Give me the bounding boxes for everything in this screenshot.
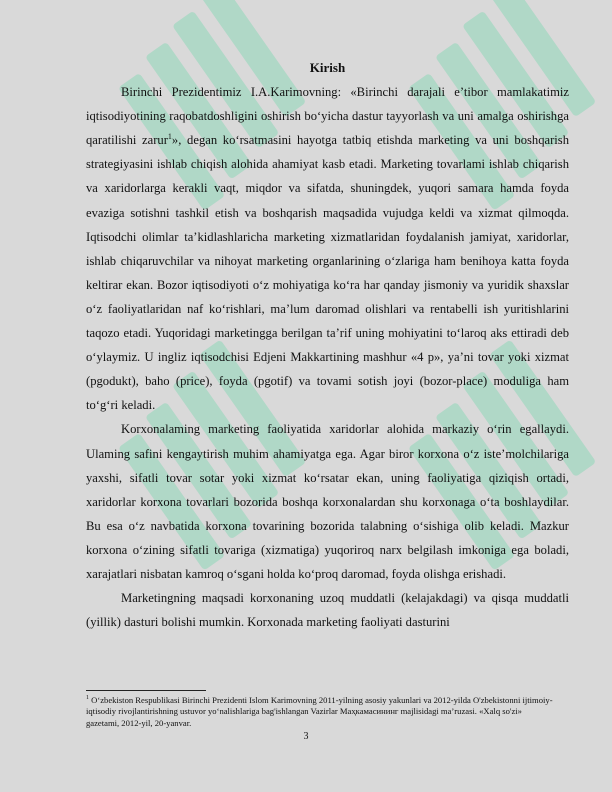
footnote-reference[interactable]: 1	[167, 132, 172, 142]
document-body	[86, 56, 569, 634]
paragraph-text: Birinchi Prezidentimiz I.A.Karimovning: «Birinchi darajali e’tibor mamlakatimiz iqtisodiyotining raqobatdoshligini oshirish bo‘yicha dastur tayyorlash va uni amalga oshirishga qaratilishi zarur	[86, 85, 569, 148]
footnote-text: O‘zbekiston Respublikasi Birinchi Prezidenti Islom Karimovning 2011-yilning asosiy yakunlari va 2012-yilda O'zbekistonni ijtimoiy-iqtisodiy rivojlantirishning ustuvor yo‘nalishlariga bag'ishlangan Vazirlar Маҳкамасининг majlisidagi ma’ruzasi. «Xalq so'zi» gazetami, 2012-yil, 20-yanvar.	[86, 694, 553, 729]
document-title: Kirish	[309, 60, 346, 75]
paragraph-text: », degan ko‘rsatmasini hayotga tatbiq etishda marketing va uni boshqarish strategiyasini ishlab chiqish alohida ahamiyat kasb etadi. Marketing tovarlami ishlab chiqarish va xaridorlarga kerakli vaqt, miqdor va sifatda, shuningdek, yuqori samara hamda foyda evaziga sotishni tashkil etish va boshqarish maqsadida vujudga keldi va xizmat qilmoqda. Iqtisodchi olimlar ta’kidlashlaricha marketing xizmatlaridan foydalanish jamiyat, xaridorlar, ishlab chiqaruvchilar va nihoyat marketing organlarining o‘zlariga ham benihoya katta foyda keltirar ekan. Bozor iqtisodiyoti o‘z mohiyatiga ko‘ra har qanday jismoniy va yuridik shaxslar o‘z faoliyatlaridan naf ko‘rishlari, ma’lum daromad olishlari va rentabelli ish yuritishlarini taqozo etadi. Yuqoridagi marketingga berilgan ta’rif uning mohiyatini to‘laroq aks ettiradi deb o‘ylaymiz. U ingliz iqtisodchisi Edjeni Makkartining mashhur «4 p», ya’ni tovar yoki xizmat (pgodukt), baho (price), foyda (pgotif) va tovami sotish joyi (bozor-place) moduliga ham to‘g‘ri keladi.	[86, 133, 569, 413]
paragraph: Marketingning maqsadi korxonaning uzoq muddatli (kelajakdagi) va qisqa muddatli (yillik) dasturi bolishi mumkin. Korxonada marketing faoliyati dasturini	[86, 591, 569, 630]
footnote-divider	[86, 690, 206, 691]
footnote	[86, 693, 556, 730]
footnote-number: 1	[86, 695, 89, 701]
paragraph: Korxonalaming marketing faoliyatida xaridorlar alohida markaziy o‘rin egallaydi. Ulaming safini kengaytirish muhim ahamiyatga ega. Agar biror korxona o‘z iste’molchilariga yaxshi, sifatli tovar sotar yoki xizmat ko‘rsatar ekan, uning faoliyatiga qiziqish ortadi, xaridorlar korxona tovarlari bozorida boshqa korxonalardan shu korxonaga o‘ta boshlaydilar. Bu esa o‘z navbatida korxona tovarining bozorida talabning o‘sishiga olib keladi. Mazkur korxona o‘zining sifatli tovariga (xizmatiga) yuqoriroq narx belgilash imkoniga ega boladi, xarajatlari nisbatan kamroq o‘sgani holda ko‘proq daromad, foyda olishga erishadi.	[86, 422, 569, 581]
page-number: 3	[303, 731, 309, 742]
paragraph	[86, 80, 569, 417]
